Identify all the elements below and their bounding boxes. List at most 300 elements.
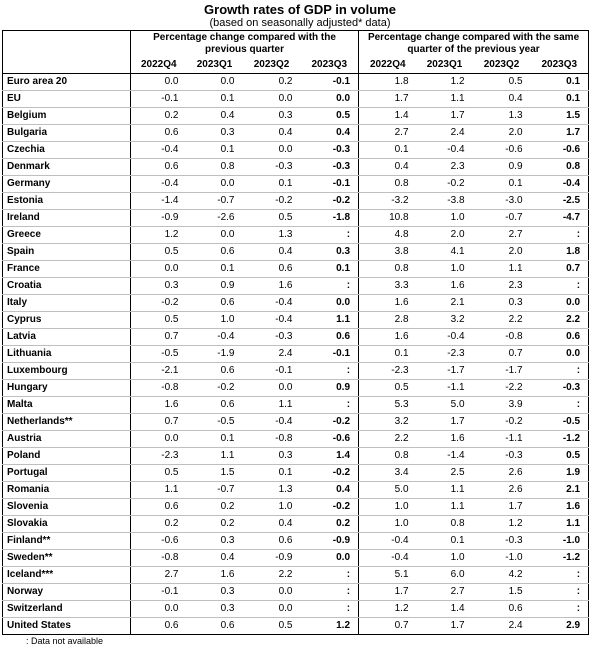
value-cell: : [531, 363, 589, 380]
value-cell: 2.2 [243, 567, 301, 584]
value-cell: 0.6 [243, 261, 301, 278]
table-row [3, 550, 589, 567]
value-cell: 0.5 [131, 312, 187, 329]
value-cell: 1.4 [301, 448, 359, 465]
value-cell: 0.3 [187, 533, 243, 550]
value-cell: 0.1 [243, 465, 301, 482]
value-cell: 0.1 [531, 91, 589, 108]
value-cell: 0.0 [301, 91, 359, 108]
value-cell: 1.6 [531, 499, 589, 516]
table-row [3, 227, 589, 244]
value-cell: 0.3 [301, 244, 359, 261]
value-cell: -0.2 [301, 499, 359, 516]
value-cell: -0.3 [301, 142, 359, 159]
country-name: Estonia [3, 193, 131, 210]
value-cell: 0.5 [531, 448, 589, 465]
value-cell: 1.1 [131, 482, 187, 499]
column-header: 2022Q4 [359, 57, 417, 74]
value-cell: 1.5 [473, 584, 531, 601]
country-name: Netherlands** [3, 414, 131, 431]
value-cell: -0.3 [473, 448, 531, 465]
value-cell: -2.3 [359, 363, 417, 380]
value-cell: 0.4 [243, 516, 301, 533]
value-cell: 2.1 [417, 295, 473, 312]
value-cell: 1.6 [417, 278, 473, 295]
value-cell: 0.4 [359, 159, 417, 176]
country-name: Hungary [3, 380, 131, 397]
value-cell: -1.2 [531, 550, 589, 567]
value-cell: -0.3 [243, 329, 301, 346]
value-cell: 0.0 [531, 295, 589, 312]
value-cell: -2.3 [417, 346, 473, 363]
value-cell: -0.1 [243, 363, 301, 380]
country-name: Latvia [3, 329, 131, 346]
value-cell: 5.0 [417, 397, 473, 414]
value-cell: 0.7 [359, 618, 417, 635]
value-cell: -0.8 [131, 380, 187, 397]
value-cell: 0.4 [243, 244, 301, 261]
value-cell: -0.4 [131, 142, 187, 159]
value-cell: 1.0 [417, 550, 473, 567]
value-cell: 2.2 [359, 431, 417, 448]
value-cell: 1.0 [187, 312, 243, 329]
value-cell: 0.6 [131, 125, 187, 142]
value-cell: 0.5 [131, 465, 187, 482]
value-cell: 2.9 [531, 618, 589, 635]
country-name: Slovenia [3, 499, 131, 516]
value-cell: 0.0 [187, 227, 243, 244]
country-name: Luxembourg [3, 363, 131, 380]
value-cell: 0.9 [473, 159, 531, 176]
value-cell: 2.3 [417, 159, 473, 176]
value-cell: 1.0 [417, 261, 473, 278]
table-row [3, 108, 589, 125]
value-cell: 2.0 [417, 227, 473, 244]
value-cell: -0.9 [301, 533, 359, 550]
value-cell: -0.5 [531, 414, 589, 431]
value-cell: 1.3 [243, 482, 301, 499]
table-row [3, 533, 589, 550]
value-cell: 0.6 [301, 329, 359, 346]
value-cell: 0.6 [187, 363, 243, 380]
value-cell: 0.6 [131, 159, 187, 176]
country-name: Sweden** [3, 550, 131, 567]
value-cell: -2.5 [531, 193, 589, 210]
country-name: Greece [3, 227, 131, 244]
value-cell: -0.6 [473, 142, 531, 159]
country-name: Germany [3, 176, 131, 193]
value-cell: 1.7 [531, 125, 589, 142]
value-cell: 1.1 [473, 261, 531, 278]
value-cell: -0.5 [187, 414, 243, 431]
value-cell: 0.7 [473, 346, 531, 363]
country-name: Spain [3, 244, 131, 261]
value-cell: -1.1 [473, 431, 531, 448]
value-cell: 0.5 [301, 108, 359, 125]
value-cell: 0.1 [187, 261, 243, 278]
value-cell: 0.0 [243, 584, 301, 601]
value-cell: 2.8 [359, 312, 417, 329]
value-cell: 0.3 [243, 448, 301, 465]
table-corner-lower [3, 57, 131, 74]
value-cell: 0.0 [301, 550, 359, 567]
value-cell: 0.0 [187, 176, 243, 193]
value-cell: -0.4 [187, 329, 243, 346]
value-cell: 3.2 [359, 414, 417, 431]
value-cell: 10.8 [359, 210, 417, 227]
value-cell: : [531, 278, 589, 295]
value-cell: 1.2 [417, 74, 473, 91]
column-header: 2023Q1 [417, 57, 473, 74]
value-cell: 1.6 [243, 278, 301, 295]
value-cell: 1.1 [417, 482, 473, 499]
gdp-growth-table [2, 30, 589, 635]
value-cell: : [301, 567, 359, 584]
country-name: United States [3, 618, 131, 635]
value-cell: 1.6 [359, 295, 417, 312]
value-cell: 0.1 [417, 533, 473, 550]
value-cell: 0.0 [187, 74, 243, 91]
value-cell: 1.7 [417, 414, 473, 431]
value-cell: 1.4 [359, 108, 417, 125]
value-cell: -1.0 [531, 533, 589, 550]
value-cell: -0.2 [131, 295, 187, 312]
value-cell: 4.2 [473, 567, 531, 584]
value-cell: -0.4 [417, 329, 473, 346]
value-cell: 1.2 [473, 516, 531, 533]
value-cell: -2.6 [187, 210, 243, 227]
value-cell: 5.1 [359, 567, 417, 584]
value-cell: 5.0 [359, 482, 417, 499]
value-cell: 0.6 [473, 601, 531, 618]
value-cell: -0.4 [359, 550, 417, 567]
value-cell: -0.9 [243, 550, 301, 567]
value-cell: 1.1 [301, 312, 359, 329]
value-cell: -1.1 [417, 380, 473, 397]
value-cell: : [301, 584, 359, 601]
table-row [3, 482, 589, 499]
table-row [3, 431, 589, 448]
value-cell: 0.5 [359, 380, 417, 397]
value-cell: 1.6 [187, 567, 243, 584]
value-cell: -0.4 [531, 176, 589, 193]
value-cell: 0.8 [187, 159, 243, 176]
value-cell: -0.4 [359, 533, 417, 550]
value-cell: 1.1 [417, 499, 473, 516]
value-cell: -1.4 [131, 193, 187, 210]
value-cell: 0.0 [131, 74, 187, 91]
value-cell: 0.7 [131, 414, 187, 431]
value-cell: 1.2 [301, 618, 359, 635]
value-cell: 0.2 [187, 499, 243, 516]
table-row [3, 584, 589, 601]
value-cell: 0.4 [301, 125, 359, 142]
value-cell: 2.7 [473, 227, 531, 244]
value-cell: 1.7 [359, 91, 417, 108]
value-cell: -1.4 [417, 448, 473, 465]
value-cell: 0.3 [131, 278, 187, 295]
value-cell: 2.4 [417, 125, 473, 142]
value-cell: -0.2 [243, 193, 301, 210]
value-cell: 0.8 [359, 176, 417, 193]
value-cell: 0.2 [187, 516, 243, 533]
value-cell: 2.5 [417, 465, 473, 482]
country-name: Denmark [3, 159, 131, 176]
value-cell: 2.4 [473, 618, 531, 635]
country-name: Euro area 20 [3, 74, 131, 91]
table-row [3, 346, 589, 363]
value-cell: 0.8 [359, 448, 417, 465]
value-cell: 0.7 [531, 261, 589, 278]
value-cell: : [301, 363, 359, 380]
value-cell: 3.4 [359, 465, 417, 482]
value-cell: : [531, 567, 589, 584]
country-name: Italy [3, 295, 131, 312]
value-cell: 5.3 [359, 397, 417, 414]
value-cell: -1.2 [531, 431, 589, 448]
value-cell: 1.7 [417, 618, 473, 635]
table-row [3, 176, 589, 193]
country-name: Czechia [3, 142, 131, 159]
country-name: Switzerland [3, 601, 131, 618]
country-name: Portugal [3, 465, 131, 482]
country-name: Croatia [3, 278, 131, 295]
country-name: Austria [3, 431, 131, 448]
value-cell: -3.0 [473, 193, 531, 210]
value-cell: : [531, 584, 589, 601]
value-cell: 0.3 [187, 125, 243, 142]
table-row [3, 261, 589, 278]
value-cell: 1.9 [531, 465, 589, 482]
value-cell: -0.3 [531, 380, 589, 397]
value-cell: -3.2 [359, 193, 417, 210]
value-cell: 0.2 [131, 516, 187, 533]
value-cell: 1.7 [359, 584, 417, 601]
column-header: 2023Q3 [301, 57, 359, 74]
value-cell: 0.1 [243, 176, 301, 193]
value-cell: : [531, 397, 589, 414]
value-cell: 1.6 [131, 397, 187, 414]
footnote: : Data not available [26, 636, 104, 646]
table-row [3, 244, 589, 261]
country-name: Ireland [3, 210, 131, 227]
value-cell: 1.0 [243, 499, 301, 516]
value-cell: 1.4 [417, 601, 473, 618]
value-cell: -0.8 [473, 329, 531, 346]
value-cell: -1.7 [473, 363, 531, 380]
value-cell: -0.1 [131, 584, 187, 601]
country-name: Norway [3, 584, 131, 601]
value-cell: 0.4 [301, 482, 359, 499]
value-cell: 1.3 [473, 108, 531, 125]
country-name: Iceland*** [3, 567, 131, 584]
value-cell: -0.4 [243, 312, 301, 329]
value-cell: 2.2 [473, 312, 531, 329]
value-cell: -0.4 [417, 142, 473, 159]
table-subtitle: (based on seasonally adjusted* data) [209, 17, 391, 29]
value-cell: 1.1 [187, 448, 243, 465]
value-cell: -0.7 [473, 210, 531, 227]
value-cell: 0.0 [131, 431, 187, 448]
value-cell: 2.7 [131, 567, 187, 584]
value-cell: : [531, 601, 589, 618]
value-cell: 0.4 [187, 550, 243, 567]
country-name: France [3, 261, 131, 278]
table-row [3, 329, 589, 346]
table-row [3, 499, 589, 516]
value-cell: 3.9 [473, 397, 531, 414]
value-cell: 2.0 [473, 125, 531, 142]
value-cell: 0.1 [187, 142, 243, 159]
value-cell: 0.0 [131, 601, 187, 618]
value-cell: 1.3 [243, 227, 301, 244]
value-cell: -4.7 [531, 210, 589, 227]
column-header: 2023Q2 [473, 57, 531, 74]
value-cell: 0.1 [301, 261, 359, 278]
value-cell: 0.5 [243, 210, 301, 227]
value-cell: 2.3 [473, 278, 531, 295]
table-row [3, 295, 589, 312]
value-cell: 0.0 [243, 601, 301, 618]
value-cell: -0.9 [131, 210, 187, 227]
table-row [3, 142, 589, 159]
value-cell: 0.3 [473, 295, 531, 312]
table-row [3, 397, 589, 414]
country-name: Bulgaria [3, 125, 131, 142]
value-cell: 0.8 [531, 159, 589, 176]
table-row [3, 414, 589, 431]
value-cell: 0.6 [531, 329, 589, 346]
value-cell: 0.0 [131, 261, 187, 278]
value-cell: 2.7 [417, 584, 473, 601]
value-cell: 0.2 [301, 516, 359, 533]
value-cell: -2.1 [131, 363, 187, 380]
value-cell: 0.4 [243, 125, 301, 142]
value-cell: 0.1 [187, 91, 243, 108]
value-cell: -0.2 [301, 465, 359, 482]
country-name: Malta [3, 397, 131, 414]
value-cell: 1.1 [531, 516, 589, 533]
value-cell: 0.6 [131, 618, 187, 635]
table-row [3, 125, 589, 142]
country-name: Lithuania [3, 346, 131, 363]
value-cell: -0.2 [301, 414, 359, 431]
value-cell: 1.2 [359, 601, 417, 618]
table-body [3, 74, 589, 635]
value-cell: : [301, 227, 359, 244]
table-row [3, 312, 589, 329]
value-cell: 0.0 [243, 380, 301, 397]
table-row [3, 74, 589, 91]
value-cell: 1.6 [359, 329, 417, 346]
value-cell: 2.6 [473, 482, 531, 499]
value-cell: -0.2 [187, 380, 243, 397]
group-header-same-quarter-previous-year: Percentage change compared with the same quarter of the previous year [359, 31, 589, 58]
value-cell: -0.6 [301, 431, 359, 448]
value-cell: 0.5 [131, 244, 187, 261]
value-cell: -2.3 [131, 448, 187, 465]
table-row [3, 159, 589, 176]
value-cell: 0.9 [301, 380, 359, 397]
table-corner [3, 31, 131, 58]
value-cell: 0.6 [187, 295, 243, 312]
value-cell: 0.1 [187, 431, 243, 448]
value-cell: 0.4 [187, 108, 243, 125]
value-cell: -1.0 [473, 550, 531, 567]
value-cell: -0.4 [243, 414, 301, 431]
value-cell: 1.0 [417, 210, 473, 227]
value-cell: -0.8 [243, 431, 301, 448]
value-cell: -0.3 [301, 159, 359, 176]
table-row [3, 567, 589, 584]
value-cell: -0.6 [131, 533, 187, 550]
country-name: Finland** [3, 533, 131, 550]
value-cell: -0.2 [301, 193, 359, 210]
value-cell: 0.3 [243, 108, 301, 125]
value-cell: 0.6 [187, 244, 243, 261]
value-cell: : [531, 227, 589, 244]
value-cell: -0.3 [243, 159, 301, 176]
value-cell: 0.8 [417, 516, 473, 533]
value-cell: -0.8 [131, 550, 187, 567]
value-cell: 0.2 [131, 108, 187, 125]
value-cell: -0.6 [531, 142, 589, 159]
country-name: Belgium [3, 108, 131, 125]
value-cell: 3.8 [359, 244, 417, 261]
table-row [3, 193, 589, 210]
value-cell: -0.2 [473, 414, 531, 431]
value-cell: -1.9 [187, 346, 243, 363]
value-cell: 1.7 [473, 499, 531, 516]
value-cell: 2.0 [473, 244, 531, 261]
value-cell: 1.5 [187, 465, 243, 482]
value-cell: 0.0 [243, 142, 301, 159]
value-cell: 0.0 [531, 346, 589, 363]
country-name: Cyprus [3, 312, 131, 329]
table-row [3, 278, 589, 295]
country-name: Poland [3, 448, 131, 465]
table-row [3, 91, 589, 108]
value-cell: 2.2 [531, 312, 589, 329]
value-cell: 1.2 [131, 227, 187, 244]
value-cell: -0.1 [301, 176, 359, 193]
value-cell: 2.4 [243, 346, 301, 363]
value-cell: : [301, 601, 359, 618]
value-cell: -0.7 [187, 482, 243, 499]
value-cell: -2.2 [473, 380, 531, 397]
value-cell: 1.5 [531, 108, 589, 125]
value-cell: : [301, 278, 359, 295]
table-row [3, 618, 589, 635]
table-row [3, 380, 589, 397]
value-cell: 6.0 [417, 567, 473, 584]
table-row [3, 465, 589, 482]
value-cell: 4.1 [417, 244, 473, 261]
value-cell: 0.6 [187, 397, 243, 414]
value-cell: -0.4 [131, 176, 187, 193]
value-cell: 2.1 [531, 482, 589, 499]
value-cell: -0.4 [243, 295, 301, 312]
value-cell: 0.3 [187, 584, 243, 601]
value-cell: 4.8 [359, 227, 417, 244]
value-cell: 1.1 [243, 397, 301, 414]
value-cell: 0.9 [187, 278, 243, 295]
value-cell: 0.3 [187, 601, 243, 618]
table-row [3, 601, 589, 618]
group-header-previous-quarter: Percentage change compared with the previous quarter [131, 31, 359, 58]
column-header: 2022Q4 [131, 57, 187, 74]
value-cell: 0.6 [187, 618, 243, 635]
